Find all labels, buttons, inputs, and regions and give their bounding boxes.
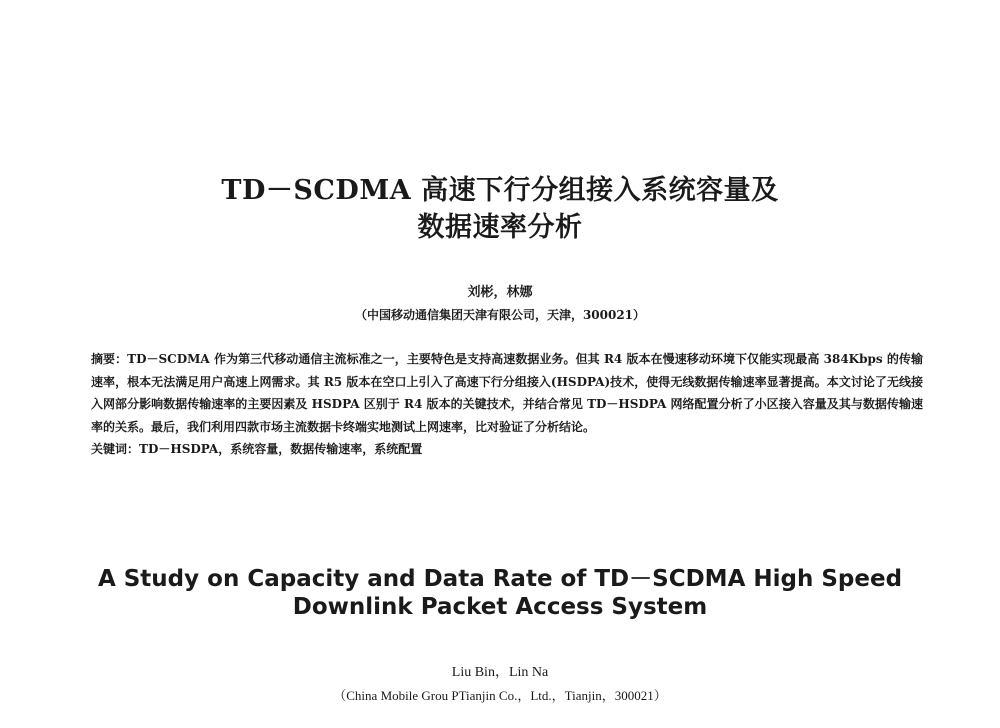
chinese-affiliation: （中国移动通信集团天津有限公司，天津，300021） — [354, 308, 646, 322]
abstract-paragraph — [91, 348, 923, 438]
abstract-label: 摘要： — [91, 352, 128, 366]
chinese-authors: 刘彬，林娜 — [467, 285, 533, 300]
keywords-paragraph — [91, 438, 923, 461]
abstract-section — [91, 348, 923, 461]
english-affiliation: （China Mobile Grou PTianjin Co.，Ltd.，Tianjin，300021） — [333, 688, 667, 703]
chinese-title-line-1: TD－SCDMA 高速下行分组接入系统容量及 — [221, 175, 779, 206]
abstract-text: TD－SCDMA 作为第三代移动通信主流标准之一，主要特色是支持高速数据业务。但其 R4 版本在慢速移动环境下仅能实现最高 384Kbps 的传输速率，根本无法满足用户高速上网需求。其 R5 版本在空口上引入了高速下行分组接入(HSDPA)技术，使得无线数据传输速率显著提高。本文讨论了无线接入网部分影响数据传输速率的主要因素及 HSDPA 区别于 R4 版本的关键技术，并结合常见 TD－HSDPA 网络配置分析了小区接入容量及其与数据传输速率的关系。最后，我们利用四款市场主流数据卡终端实地测试上网速率，比对验证了分析结论。 — [91, 352, 923, 434]
english-title-line-1: A Study on Capacity and Data Rate of TD－SCDMA High Speed — [97, 566, 903, 592]
keywords-text: TD－HSDPA，系统容量，数据传输速率，系统配置 — [139, 442, 423, 456]
english-title-line-2: Downlink Packet Access System — [292, 594, 708, 620]
keywords-label: 关键词： — [91, 442, 140, 456]
english-authors: Liu Bin，Lin Na — [451, 665, 549, 680]
chinese-title-line-2: 数据速率分析 — [417, 212, 583, 243]
